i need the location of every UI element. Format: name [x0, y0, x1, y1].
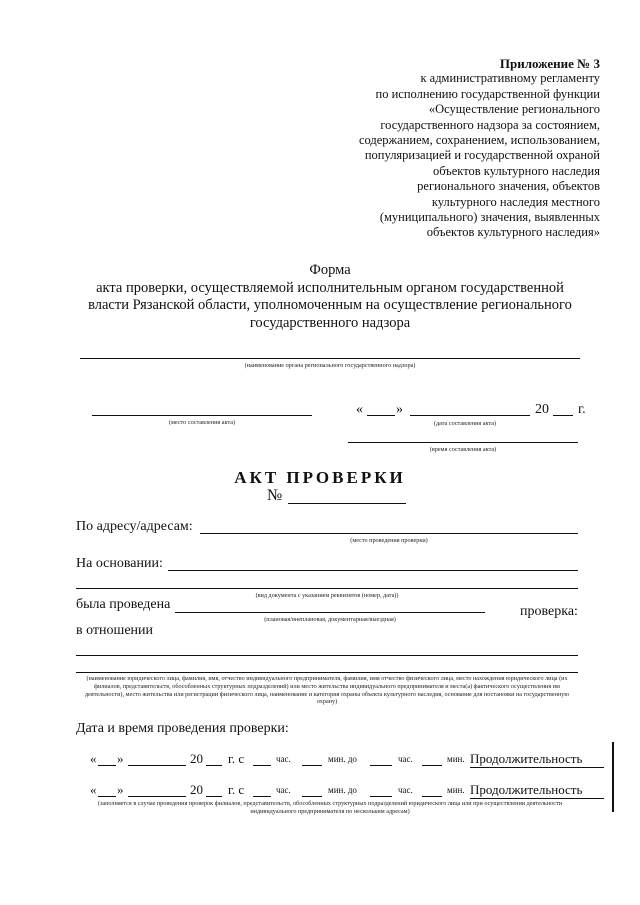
appendix-line: содержанием, сохранением, использованием, [358, 133, 600, 148]
act-number-sign: № [267, 487, 283, 504]
row2-start-hour-field[interactable] [253, 796, 271, 797]
row1-start-hour-field[interactable] [253, 765, 271, 766]
margin-bar [612, 742, 614, 812]
row1-min-do-label: мин. до [328, 754, 357, 764]
row1-start-min-field[interactable] [302, 765, 322, 766]
check-label: проверка: [520, 604, 578, 619]
row1-open-quote: « [90, 751, 97, 766]
conducted-label: была проведена [76, 597, 171, 612]
duration-note: (заполняется в случае проведения проверок филиалов, представительств, обособленных структурных подразделений юридического лица или при осуществлении деятельности индивидуального предпринимателя по нескольким адресам) [97, 800, 563, 815]
check-type-caption: (плановая/внеплановая, документарная/выездная) [264, 616, 396, 623]
row1-duration-field[interactable] [470, 767, 604, 768]
date-open-quote: « [356, 402, 363, 417]
subject-field-line-2[interactable] [76, 672, 578, 673]
place-field[interactable] [92, 415, 312, 416]
row1-month-field[interactable] [128, 765, 186, 766]
basis-field-line-2[interactable] [76, 588, 578, 589]
basis-label: На основании: [76, 556, 163, 571]
appendix-line: к административному регламенту [420, 71, 600, 86]
appendix-line: регионального значения, объектов [417, 179, 600, 194]
row2-year-prefix: 20 [190, 782, 203, 797]
row2-duration-label: Продолжительность [470, 782, 583, 797]
act-number-field[interactable] [288, 503, 406, 504]
row2-g-s: г. с [228, 782, 245, 797]
row1-hours-label-2: час. [398, 754, 413, 764]
date-day-field[interactable] [367, 415, 395, 416]
authority-field[interactable] [80, 358, 580, 359]
date-caption: (дата составления акта) [433, 420, 497, 427]
date-year-suffix: г. [578, 402, 586, 417]
address-label: По адресу/адресам: [76, 519, 193, 534]
address-field[interactable] [200, 533, 578, 534]
row2-min-label: мин. [447, 785, 465, 795]
row2-open-quote: « [90, 782, 97, 797]
row1-end-min-field[interactable] [422, 765, 442, 766]
subject-caption: (наименование юридического лица, фамилия, имя, отчество индивидуального предпринимателя, фамилия, имя отчество физического лица, место нахождения юридического лица (их филиалов, представительств, обособленных структурных подразделений) или место жительства индивидуального предпринимателя и места(а) фактического осуществления им деятельности), место жительства или регистрации физического лица, наименование и категория охраны объекта культурного наследия, основание для постановки на государственную охрану) [84, 675, 570, 706]
row1-close-quote: » [117, 751, 124, 766]
date-month-field[interactable] [410, 415, 530, 416]
row1-min-label: мин. [447, 754, 465, 764]
form-subtitle-line: акта проверки, осуществляемой исполнительным органом государственной [96, 279, 564, 296]
document-caption: (вид документа с указанием реквизитов (номер, дата)) [255, 592, 399, 599]
authority-caption: (наименование органа регионального государственного надзора) [244, 362, 416, 369]
row2-min-do-label: мин. до [328, 785, 357, 795]
check-type-field[interactable] [175, 612, 485, 613]
row2-duration-field[interactable] [470, 798, 604, 799]
date-close-quote: » [396, 402, 403, 417]
row1-year-prefix: 20 [190, 751, 203, 766]
row1-end-hour-field[interactable] [370, 765, 392, 766]
appendix-line: объектов культурного наследия [433, 163, 600, 178]
form-subtitle-line: государственного надзора [249, 314, 411, 331]
appendix-line: культурного наследия местного [431, 194, 600, 209]
row1-hours-label: час. [276, 754, 291, 764]
row2-hours-label-2: час. [398, 785, 413, 795]
row1-duration-label: Продолжительность [470, 751, 583, 766]
address-caption: (место проведения проверки) [350, 537, 428, 544]
row2-end-min-field[interactable] [422, 796, 442, 797]
time-field[interactable] [348, 442, 578, 443]
form-title-block [60, 262, 600, 332]
subject-label: в отношении [76, 623, 154, 638]
date-year-field[interactable] [553, 415, 573, 416]
time-caption: (время составления акта) [429, 446, 497, 453]
basis-field[interactable] [168, 570, 578, 571]
appendix-line: по исполнению государственной функции [375, 86, 600, 101]
form-subtitle-line: власти Рязанской области, уполномоченным на осуществление регионального [88, 297, 572, 313]
row2-month-field[interactable] [128, 796, 186, 797]
appendix-line: государственного надзора за состоянием, [380, 117, 600, 132]
act-title: АКТ ПРОВЕРКИ [234, 468, 406, 487]
appendix-header [270, 56, 600, 241]
appendix-line: (муниципального) значения, выявленных [379, 210, 600, 225]
row1-g-s: г. с [228, 751, 245, 766]
place-caption: (место составления акта) [168, 419, 236, 426]
appendix-line: «Осуществление регионального [428, 102, 600, 117]
form-label: Форма [309, 262, 351, 278]
row2-year-field[interactable] [206, 796, 222, 797]
row2-close-quote: » [117, 782, 124, 797]
row2-start-min-field[interactable] [302, 796, 322, 797]
subject-field[interactable] [76, 655, 578, 656]
row2-hours-label: час. [276, 785, 291, 795]
appendix-title: Приложение № 3 [499, 56, 600, 71]
datetime-title: Дата и время проведения проверки: [76, 721, 289, 736]
appendix-line: объектов культурного наследия» [426, 225, 600, 240]
row1-year-field[interactable] [206, 765, 222, 766]
appendix-line: популяризацией и государственной охраной [364, 148, 600, 163]
row1-day-field[interactable] [98, 765, 116, 766]
row2-day-field[interactable] [98, 796, 116, 797]
row2-end-hour-field[interactable] [370, 796, 392, 797]
date-year-prefix: 20 [535, 402, 549, 417]
